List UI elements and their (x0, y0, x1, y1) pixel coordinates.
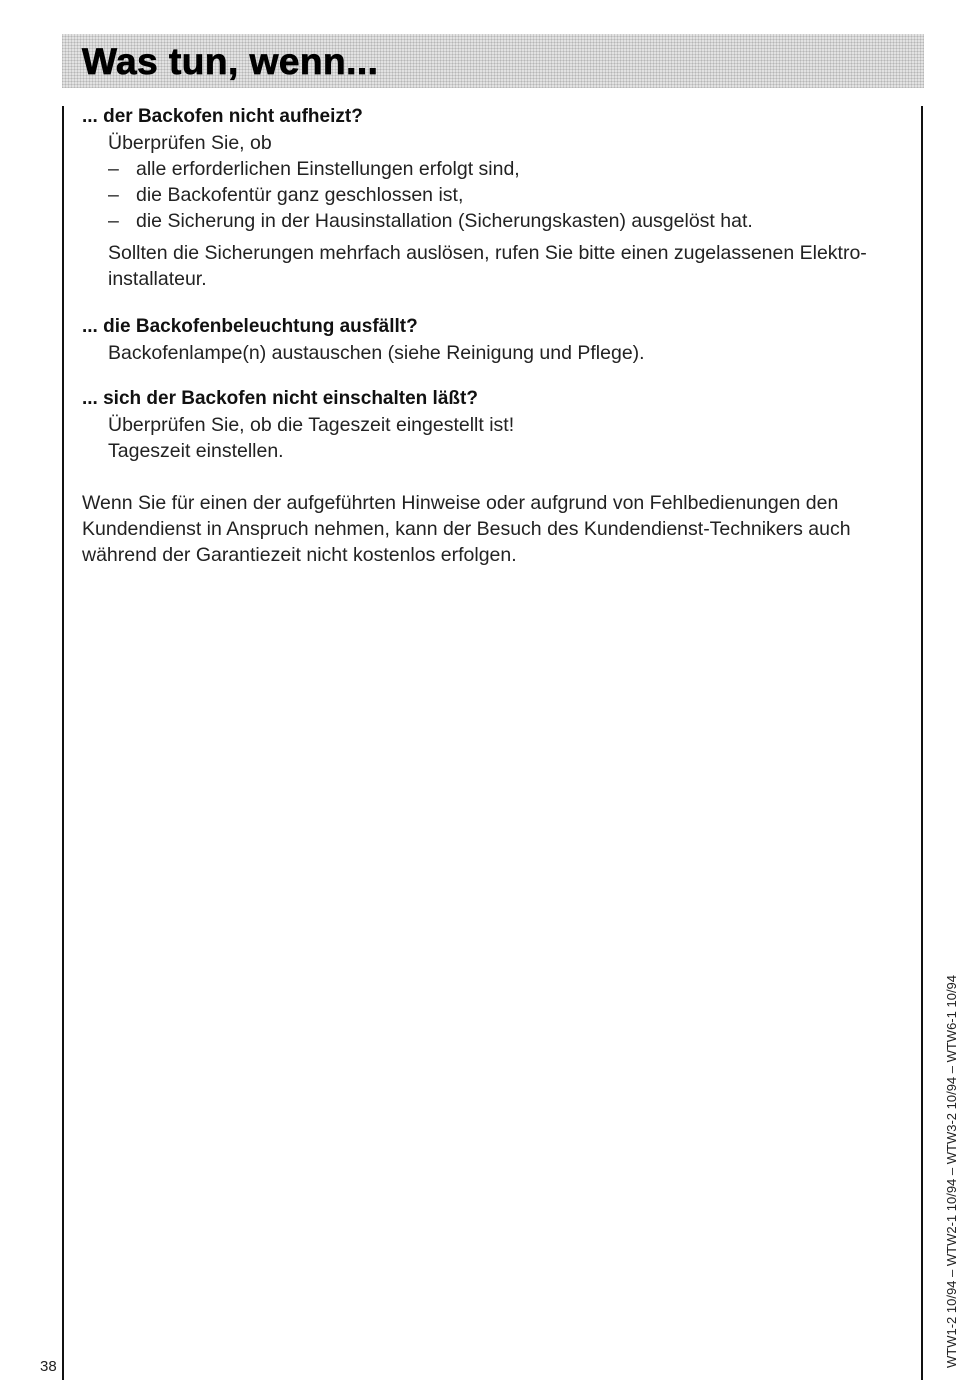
lamp-advice: Backofenlampe(n) austauschen (siehe Reinigung und Pflege). (108, 342, 645, 364)
section-cannot-switch-on (82, 386, 912, 464)
section-heading: ... der Backofen nicht aufheizt? (82, 106, 363, 127)
page-title: Was tun, wenn... (82, 41, 379, 82)
list-item: – die Sicherung in der Hausinstallation (Sicherungskasten) ausgelöst hat. (108, 208, 912, 234)
left-margin-rule (62, 106, 64, 1380)
section-body (82, 412, 912, 464)
fuse-advice: Sollten die Sicherungen mehrfach auslösen, rufen Sie bitte einen zugelassenen Elektro-installateur. (108, 242, 867, 290)
list-item: – alle erforderlichen Einstellungen erfolgt sind, (108, 156, 912, 182)
content (82, 104, 912, 568)
document-code: WTW1-2 10/94 – WTW2-1 10/94 – WTW3-2 10/94 – WTW6-1 10/94 (944, 974, 959, 1368)
time-check: Überprüfen Sie, ob die Tageszeit eingestellt ist! (108, 414, 515, 436)
section-light-failure (82, 314, 912, 366)
section-not-heating (82, 104, 912, 292)
service-note: Wenn Sie für einen der aufgeführten Hinweise oder aufgrund von Fehlbedienungen den Kundendienst in Anspruch nehmen, kann der Besuch des Kundendienst-Technikers auch während der Garantiezeit nicht kostenlos erfolgen. (82, 492, 851, 566)
check-list (108, 156, 912, 234)
section-heading: ... sich der Backofen nicht einschalten läßt? (82, 388, 478, 409)
time-set: Tageszeit einstellen. (108, 440, 284, 462)
section-heading: ... die Backofenbeleuchtung ausfällt? (82, 316, 418, 337)
list-item: – die Backofentür ganz geschlossen ist, (108, 182, 912, 208)
section-body (82, 130, 912, 292)
page-number: 38 (40, 1358, 57, 1375)
check-intro: Überprüfen Sie, ob (108, 132, 272, 154)
right-margin-rule (921, 106, 923, 1380)
section-body (82, 340, 912, 366)
